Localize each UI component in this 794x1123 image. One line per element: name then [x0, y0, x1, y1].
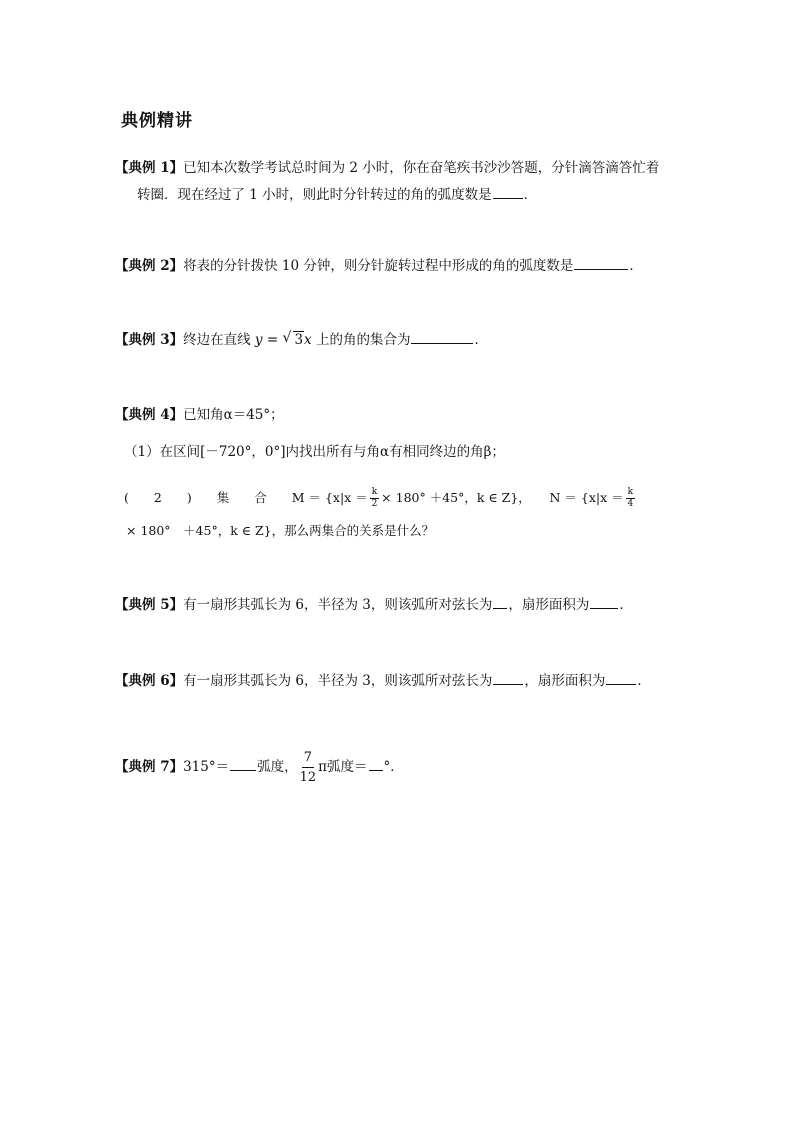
example-4-part-2-line-1 [124, 488, 637, 509]
radical-sign: √ [282, 330, 292, 346]
fraction-numerator: k [627, 487, 634, 497]
math-equals: = [262, 332, 283, 348]
example-3-post: 上的角的集合为 [315, 332, 411, 348]
example-2-text: 将表的分针拨快 10 分钟，则分针旋转过程中形成的角的弧度数是 [183, 258, 574, 274]
example-2-tag: 【典例 2】 [115, 258, 184, 274]
example-3-line [115, 330, 488, 350]
sqrt-symbol [282, 330, 304, 350]
example-6-text-1: 有一扇形其弧长为 6，半径为 3，则该弧所对弦长为 [183, 673, 493, 689]
example-4-part-1-text: （1）在区间[－720°，0°]内找出所有与角α有相同终边的角β； [124, 444, 505, 460]
math-y: y [254, 332, 263, 348]
example-2-line [115, 256, 643, 276]
example-4-part-2-line-2 [126, 521, 434, 541]
example-4-part-2-a: ( 2 ) 集 合 M ＝ {x|x ＝ [124, 490, 368, 505]
example-2-answer-blank[interactable] [574, 256, 628, 270]
example-5-area-blank[interactable] [590, 595, 618, 609]
example-5-end: ． [619, 597, 633, 613]
example-4-line [115, 405, 284, 425]
example-1-text-2: 转圈．现在经过了 1 小时，则此时分针转过的角的弧度数是 [137, 187, 492, 203]
example-1-line-2 [137, 185, 537, 205]
example-1-answer-blank[interactable] [493, 185, 523, 199]
example-4-part-1 [124, 442, 505, 462]
example-3-answer-blank[interactable] [411, 330, 473, 344]
example-1-end: ． [523, 187, 538, 203]
example-3-pre: 终边在直线 [183, 332, 251, 348]
example-7-tag: 【典例 7】 [115, 759, 184, 775]
fraction-7-over-12 [300, 751, 317, 784]
example-6-end: ． [637, 673, 651, 689]
example-7-text-2: 弧度， [257, 759, 298, 775]
math-x: x [304, 332, 312, 348]
example-4-part-2-c: × 180° ＋45°，k ∈ Z}，那么两集合的关系是什么？ [126, 523, 435, 538]
example-5-text-2: ，扇形面积为 [508, 597, 590, 613]
example-6-text-2: ，扇形面积为 [524, 673, 606, 689]
example-5-chord-blank[interactable] [493, 595, 507, 609]
fraction-k-over-2 [370, 488, 379, 509]
fraction-denominator: 2 [371, 499, 378, 509]
example-6-area-blank[interactable] [606, 671, 636, 685]
example-5-text-1: 有一扇形其弧长为 6，半径为 3，则该弧所对弦长为 [183, 597, 493, 613]
fraction-numerator: 7 [302, 751, 314, 768]
example-3-tag: 【典例 3】 [115, 332, 184, 348]
example-6-chord-blank[interactable] [493, 671, 523, 685]
example-3-end: ． [474, 332, 488, 348]
fraction-denominator: 12 [299, 770, 317, 785]
fraction-k-over-4 [626, 488, 635, 509]
example-7-end: °． [383, 759, 404, 775]
sqrt-argument: 3 [294, 332, 304, 348]
example-1-line-1 [115, 158, 659, 178]
example-2-end: ． [629, 258, 643, 274]
example-7-line [115, 751, 404, 784]
example-5-tag: 【典例 5】 [115, 597, 184, 613]
example-7-radian-blank[interactable] [230, 757, 256, 771]
example-7-degree-blank[interactable] [369, 757, 383, 771]
example-1-text-1: 已知本次数学考试总时间为 2 小时，你在奋笔疾书沙沙答题，分针滴答滴答忙着 [183, 160, 660, 176]
example-4-text: 已知角α＝45°； [183, 407, 284, 423]
fraction-numerator: k [371, 487, 378, 497]
example-5-line [115, 595, 633, 615]
example-1-tag: 【典例 1】 [115, 160, 184, 176]
example-4-tag: 【典例 4】 [115, 407, 184, 423]
example-7-text-3: π弧度＝ [318, 759, 368, 775]
example-6-tag: 【典例 6】 [115, 673, 184, 689]
example-6-line [115, 671, 651, 691]
section-heading: 典例精讲 [121, 111, 193, 131]
example-4-part-2-b: × 180° ＋45°，k ∈ Z}， N ＝ {x|x ＝ [381, 490, 624, 505]
example-7-text-1: 315°＝ [183, 759, 230, 775]
fraction-denominator: 4 [627, 499, 634, 509]
